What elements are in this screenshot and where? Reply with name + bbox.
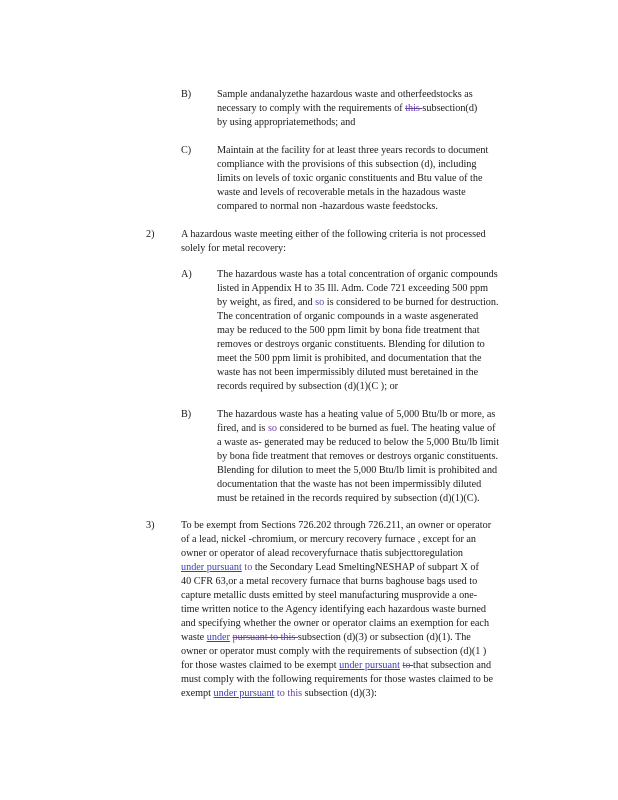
text-line — [217, 282, 541, 296]
text-line — [181, 589, 551, 603]
text-run: that subsection and — [413, 660, 492, 671]
text-run: waste — [181, 632, 207, 643]
text-run: the Secondary Lead SmeltingNESHAP of subpart X of — [252, 562, 479, 573]
item-label: A) — [181, 269, 192, 280]
text-run: solely for metal recovery: — [181, 243, 286, 254]
text-line — [181, 547, 551, 561]
text-run: The concentration of organic compounds in a waste asgenerated — [217, 311, 479, 322]
text-run: owner or operator of alead recoveryfurnace thatis subjecttoregulation — [181, 548, 464, 559]
item-label: 3) — [146, 520, 155, 531]
text-line — [217, 408, 547, 422]
text-run: must be retained in the records required by subsection (d)(1)(C). — [217, 493, 480, 504]
marked-text: to this — [276, 688, 303, 699]
text-line — [217, 366, 541, 380]
text-line — [217, 186, 543, 200]
text-line — [217, 436, 547, 450]
text-line — [181, 673, 551, 687]
item-label: B) — [181, 89, 192, 100]
text-line — [181, 575, 551, 589]
text-run: Blending for dilution to meet the 5,000 Btu/lb limit is prohibited and — [217, 465, 498, 476]
text-line — [217, 324, 541, 338]
item-text — [217, 88, 539, 130]
text-line — [181, 687, 551, 701]
text-run: by using appropriatemethods; and — [217, 117, 356, 128]
text-run: may be reduced to the 500 ppm limit by bona fide treatment that — [217, 325, 480, 336]
text-run: considered to be burned as fuel. The heating value of — [277, 423, 496, 434]
text-run: a waste as- generated may be reduced to below the 5,000 Btu/lb limit — [217, 437, 500, 448]
text-line — [217, 144, 543, 158]
text-line — [217, 422, 547, 436]
text-line — [217, 478, 547, 492]
marked-text: to — [244, 562, 253, 573]
item-text — [181, 519, 551, 701]
text-line — [217, 310, 541, 324]
text-run: and specifying whether the owner or operator claims an exemption for each — [181, 618, 490, 629]
text-run: for those wastes claimed to be exempt — [181, 660, 340, 671]
text-run: owner or operator must comply with the requirements of subsection (d)(1 ) — [181, 646, 487, 657]
text-line — [217, 338, 541, 352]
text-line — [217, 172, 543, 186]
text-line — [181, 617, 551, 631]
text-line — [217, 492, 547, 506]
text-line — [217, 450, 547, 464]
text-run: Sample andanalyzethe hazardous waste and otherfeedstocks as — [217, 89, 473, 100]
text-run: subsection (d)(3) or subsection (d)(1). The — [297, 632, 471, 643]
text-run: subsection (d)(3): — [302, 688, 377, 699]
text-line — [181, 659, 551, 673]
text-run: limits on levels of toxic organic constituents and Btu value of the — [217, 173, 483, 184]
text-run: time written notice to the Agency identifying each hazardous waste burned — [181, 604, 486, 615]
marked-text: so — [267, 423, 277, 434]
inserted-text: under pursuant — [213, 688, 275, 699]
text-line — [181, 228, 535, 242]
text-run: compared to normal non -hazardous waste feedstocks. — [217, 201, 438, 212]
text-run: must comply with the following requirements for those wastes claimed to be — [181, 674, 494, 685]
text-line — [217, 380, 541, 394]
text-run: Maintain at the facility for at least three years records to document — [217, 145, 489, 156]
text-run: subsection(d) — [422, 103, 478, 114]
item-text — [217, 144, 543, 214]
text-run: The hazardous waste has a total concentration of organic compounds — [217, 269, 498, 280]
text-run: exempt — [181, 688, 214, 699]
text-line — [181, 533, 551, 547]
text-run: necessary to comply with the requirements of — [217, 103, 406, 114]
item-text — [181, 228, 535, 256]
text-run: is considered to be burned for destruction. — [324, 297, 499, 308]
text-line — [217, 88, 539, 102]
inserted-text: under — [206, 632, 230, 643]
text-line — [181, 519, 551, 533]
item-text — [217, 268, 541, 394]
text-run: To be exempt from Sections 726.202 through 726.211, an owner or operator — [181, 520, 492, 531]
deleted-text: to — [402, 660, 413, 671]
item-label: 2) — [146, 229, 155, 240]
item-label: B) — [181, 409, 192, 420]
text-run: removes or destroys organic constituents. Blending for dilution to — [217, 339, 485, 350]
deleted-text: pursuant to this — [232, 632, 298, 643]
text-line — [217, 352, 541, 366]
inserted-text: under pursuant — [339, 660, 400, 671]
item-text — [217, 408, 547, 506]
text-line — [181, 645, 551, 659]
text-run: 40 CFR 63,or a metal recovery furnace that burns baghouse bags used to — [181, 576, 478, 587]
text-line — [217, 268, 541, 282]
text-line — [217, 102, 539, 116]
text-run: compliance with the provisions of this subsection (d), including — [217, 159, 477, 170]
text-line — [181, 603, 551, 617]
text-run: by bona fide treatment that removes or destroys organic constituents. — [217, 451, 499, 462]
text-run: listed in Appendix H to 35 Ill. Adm. Code 721 exceeding 500 ppm — [217, 283, 489, 294]
text-run: fired, and is — [217, 423, 268, 434]
text-run: waste and levels of recoverable metals in the hazadous waste — [217, 187, 466, 198]
marked-text: so — [315, 297, 325, 308]
text-line — [217, 158, 543, 172]
text-run: The hazardous waste has a heating value of 5,000 Btu/lb or more, as — [217, 409, 496, 420]
text-line — [217, 116, 539, 130]
text-line — [217, 464, 547, 478]
text-line — [181, 631, 551, 645]
text-line — [181, 561, 551, 575]
text-line — [217, 296, 541, 310]
text-run: meet the 500 ppm limit is prohibited, and documentation that the — [217, 353, 482, 364]
deleted-text: this — [405, 103, 423, 114]
text-run: A hazardous waste meeting either of the following criteria is not processed — [181, 229, 486, 240]
text-run: of a lead, nickel -chromium, or mercury recovery furnace , except for an — [181, 534, 477, 545]
text-line — [181, 242, 535, 256]
text-run: capture metallic dusts emitted by steel manufacturing musprovide a one- — [181, 590, 478, 601]
text-line — [217, 200, 543, 214]
text-run: by weight, as fired, and — [217, 297, 316, 308]
text-run: waste has not been impermissibly diluted must beretained in the — [217, 367, 479, 378]
text-run: records required by subsection (d)(1)(C ); or — [217, 381, 399, 392]
item-label: C) — [181, 145, 192, 156]
inserted-text: under pursuant — [181, 562, 242, 573]
text-run: documentation that the waste has not been impermissibly diluted — [217, 479, 482, 490]
